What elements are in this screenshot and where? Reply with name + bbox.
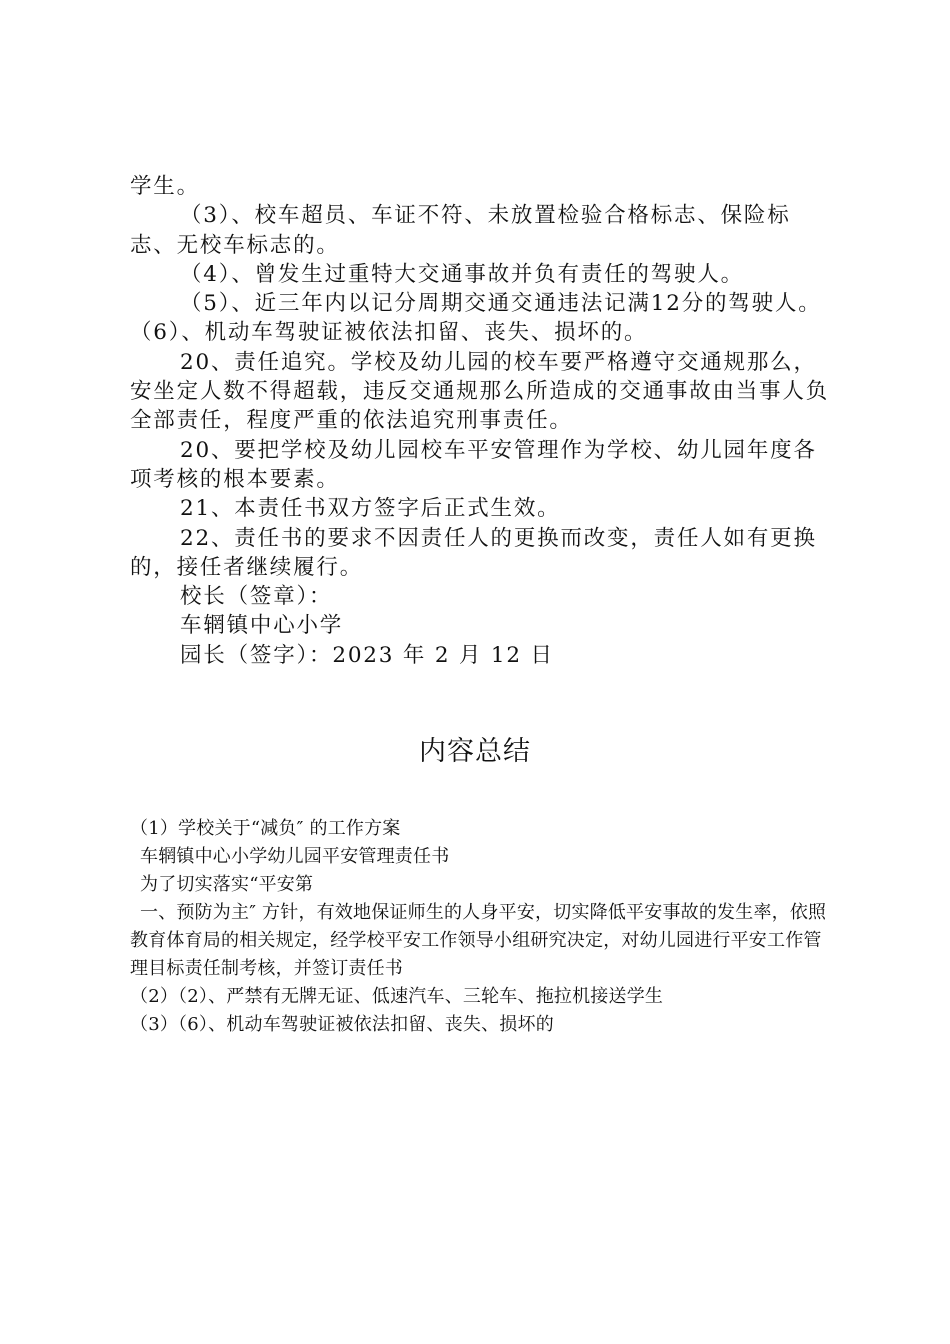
summary-item: （1）学校关于“减负″ 的工作方案 [130, 818, 401, 839]
document-body [130, 172, 830, 670]
summary-item: 为了切实落实“平安第 [140, 874, 314, 895]
paragraph: 20、责任追究。学校及幼儿园的校车要严格遵守交通规那么，安坐定人数不得超载，违反交通规那么所造成的交通事故由当事人负全部责任，程度严重的依法追究刑事责任。 [130, 349, 830, 434]
summary-item: （3）（6）、机动车驾驶证被依法扣留、丧失、损坏的 [130, 1014, 554, 1035]
paragraph: 20、要把学校及幼儿园校车平安管理作为学校、幼儿园年度各项考核的根本要素。 [130, 437, 817, 492]
paragraph: 22、责任书的要求不因责任人的更换而改变，责任人如有更换的，接任者继续履行。 [130, 525, 817, 580]
paragraph: （5）、近三年内以记分周期交通交通违法记满12分的驾驶人。（6）、机动车驾驶证被依法扣留、丧失、损坏的。 [130, 291, 822, 346]
summary-item: 车辋镇中心小学幼儿园平安管理责任书 [140, 846, 450, 867]
summary-title: 内容总结 [419, 736, 531, 767]
summary-item: 一、预防为主″ 方针，有效地保证师生的人身平安，切实降低平安事故的发生率，依照教育体育局的相关规定，经学校平安工作领导小组研究决定，对幼儿园进行平安工作管理目标责任制考核，并签订责任书 [130, 902, 827, 979]
summary-item: （2）（2）、严禁有无牌无证、低速汽车、三轮车、拖拉机接送学生 [130, 986, 664, 1007]
signature-principal: 校长（签章）： [180, 584, 333, 610]
paragraph: （3）、校车超员、车证不符、未放置检验合格标志、保险标志、无校车标志的。 [130, 203, 791, 258]
signature-school: 车辋镇中心小学 [180, 613, 344, 639]
paragraph: 21、本责任书双方签字后正式生效。 [180, 496, 561, 522]
paragraph: （4）、曾发生过重特大交通事故并负有责任的驾驶人。 [180, 261, 744, 287]
paragraph: 学生。 [130, 174, 200, 199]
summary-body [130, 815, 835, 1039]
signature-kindergarten-head: 园长（签字）：2023 年 2 月 12 日 [180, 642, 554, 668]
